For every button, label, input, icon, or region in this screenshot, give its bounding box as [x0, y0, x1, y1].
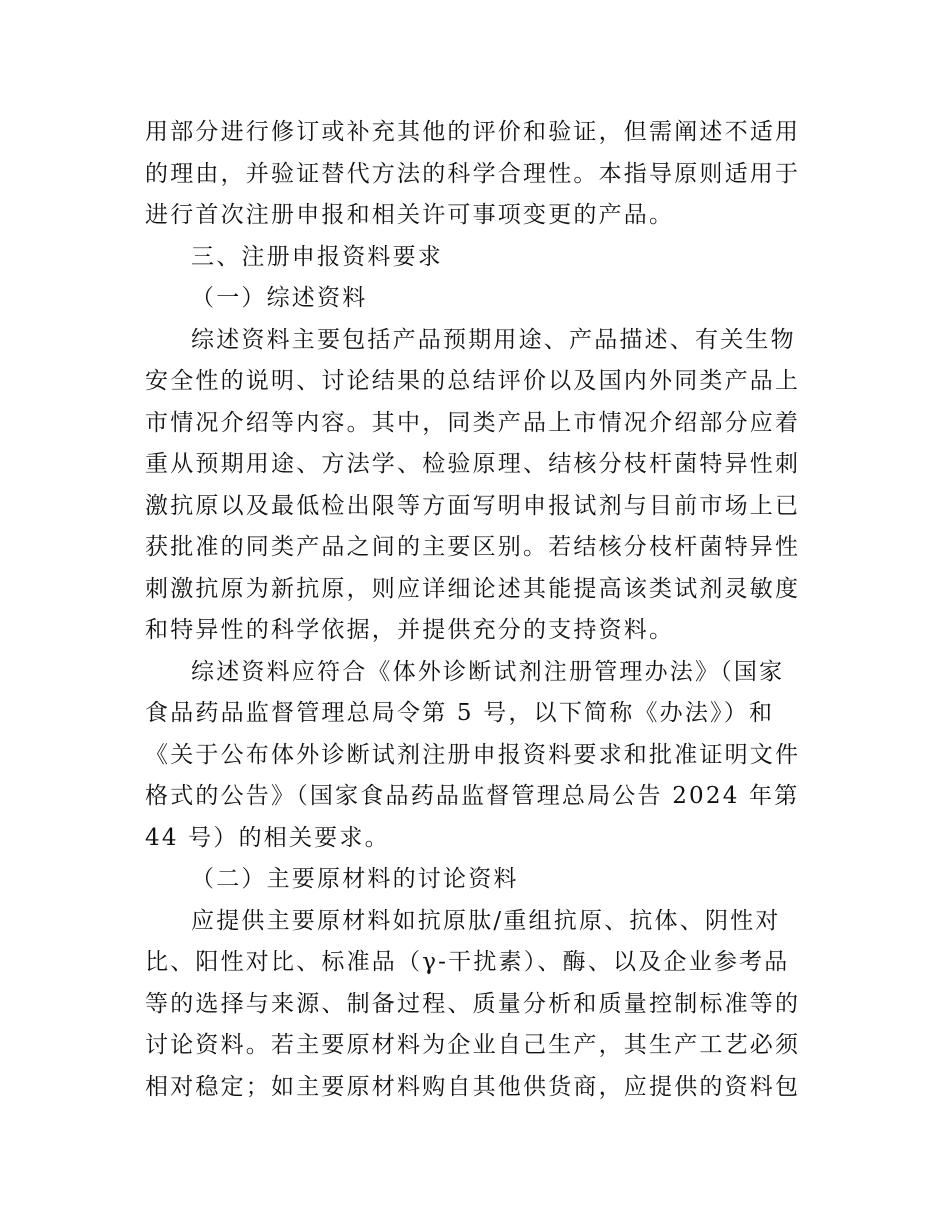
text-line: 重从预期用途、方法学、检验原理、结核分枝杆菌特异性刺: [145, 451, 801, 477]
text-line: 获批准的同类产品之间的主要区别。若结核分枝杆菌特异性: [145, 534, 801, 560]
text-line: 刺激抗原为新抗原，则应详细论述其能提高该类试剂灵敏度: [145, 575, 801, 602]
text-line: 应提供主要原材料如抗原肽/重组抗原、抗体、阴性对: [191, 907, 781, 934]
text-line: 和特异性的科学依据，并提供充分的支持资料。: [145, 617, 675, 643]
text-line: 激抗原以及最低检出限等方面写明申报试剂与目前市场上已: [145, 492, 801, 519]
text-line: 《关于公布体外诊断试剂注册申报资料要求和批准证明文件: [145, 741, 801, 768]
text-line: 综述资料应符合《体外诊断试剂注册管理办法》（国家: [191, 658, 785, 685]
text-line: 比、阳性对比、标准品（γ-干扰素）、酶、以及企业参考品: [145, 949, 790, 975]
document-body: [145, 112, 805, 1108]
text-line: 食品药品监督管理总局令第 5 号，以下简称《办法》）和: [145, 700, 775, 726]
text-line: 等的选择与来源、制备过程、质量分析和质量控制标准等的: [145, 990, 801, 1017]
text-line: 综述资料主要包括产品预期用途、产品描述、有关生物: [191, 326, 796, 353]
subsection-heading: （一）综述资料: [191, 285, 368, 311]
text-line: 进行首次注册申报和相关许可事项变更的产品。: [145, 202, 675, 228]
text-line: 44 号）的相关要求。: [145, 824, 390, 851]
text-line: 市情况介绍等内容。其中，同类产品上市情况介绍部分应着: [145, 409, 801, 436]
text-line: 格式的公告》（国家食品药品监督管理总局公告 2024 年第: [145, 783, 800, 809]
section-heading: 三、注册申报资料要求: [191, 243, 443, 270]
text-line: 的理由，并验证替代方法的科学合理性。本指导原则适用于: [145, 160, 801, 187]
text-line: 讨论资料。若主要原材料为企业自己生产，其生产工艺必须: [145, 1032, 801, 1058]
text-line: 用部分进行修订或补充其他的评价和验证，但需阐述不适用: [145, 119, 801, 145]
text-line: 相对稳定；如主要原材料购自其他供货商，应提供的资料包: [145, 1073, 801, 1100]
text-line: 安全性的说明、讨论结果的总结评价以及国内外同类产品上: [145, 368, 801, 394]
subsection-heading: （二）主要原材料的讨论资料: [191, 866, 519, 892]
